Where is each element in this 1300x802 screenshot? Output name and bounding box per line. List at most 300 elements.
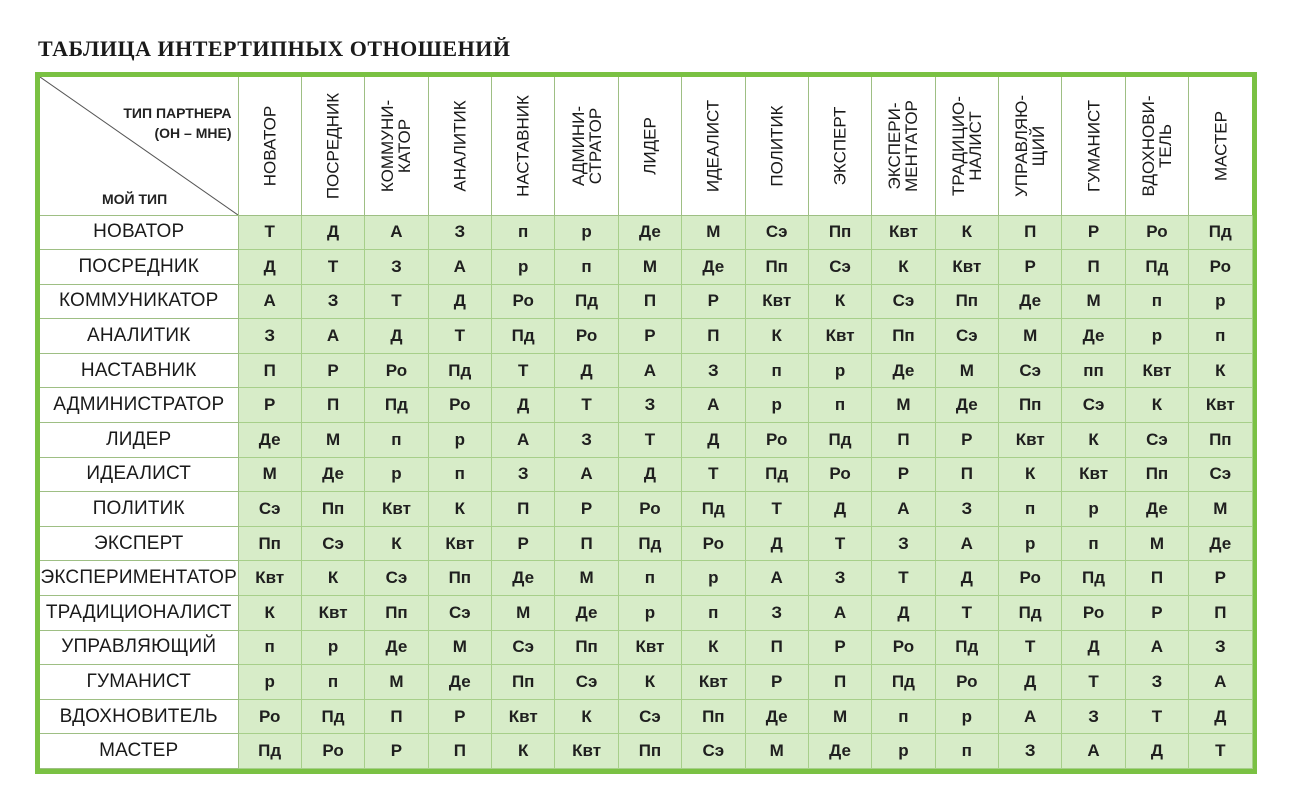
relation-cell: Д [492, 388, 555, 423]
relation-cell: А [745, 561, 808, 596]
relation-cell: З [1189, 630, 1252, 665]
column-header-label: ЭКСПЕРИ- МЕНТАТОР [885, 99, 922, 192]
relation-cell: П [428, 734, 491, 769]
relation-cell: Де [682, 250, 745, 285]
relation-cell: Д [935, 561, 998, 596]
relation-cell: К [618, 665, 681, 700]
relation-cell: Квт [935, 250, 998, 285]
relation-cell: З [1062, 699, 1125, 734]
relation-cell: р [428, 423, 491, 458]
relation-cell: З [428, 215, 491, 250]
relation-cell: А [682, 388, 745, 423]
relation-cell: З [492, 457, 555, 492]
table-row [40, 215, 1252, 250]
relation-cell: Квт [1189, 388, 1252, 423]
column-header-label: ПОЛИТИК [767, 105, 787, 187]
relation-cell: П [492, 492, 555, 527]
relation-cell: Сэ [555, 665, 618, 700]
relation-cell: п [808, 388, 871, 423]
relation-cell: Сэ [301, 526, 364, 561]
relation-cell: А [365, 215, 428, 250]
table-row [40, 423, 1252, 458]
relation-cell: Де [999, 284, 1062, 319]
relation-cell: Пд [872, 665, 935, 700]
relation-cell: Д [1062, 630, 1125, 665]
column-header-label: ВДОХНОВИ- ТЕЛЬ [1138, 95, 1175, 197]
column-header-label: ПОСРЕДНИК [323, 92, 343, 199]
relation-cell: Т [935, 596, 998, 631]
relation-cell: Пп [301, 492, 364, 527]
relation-cell: Т [428, 319, 491, 354]
column-header [808, 77, 871, 215]
table-body [40, 215, 1252, 769]
relation-cell: Р [872, 457, 935, 492]
relation-cell: Ро [238, 699, 301, 734]
relation-cell: Пп [428, 561, 491, 596]
relation-cell: А [428, 250, 491, 285]
relation-cell: Т [808, 526, 871, 561]
relation-cell: Де [745, 699, 808, 734]
relation-cell: Квт [365, 492, 428, 527]
relation-cell: М [238, 457, 301, 492]
relation-cell: К [301, 561, 364, 596]
row-header: ЭКСПЕРИМЕНТАТОР [40, 561, 238, 596]
table-row [40, 734, 1252, 769]
column-header-label: УПРАВЛЯЮ- ЩИЙ [1012, 94, 1049, 197]
relation-cell: З [808, 561, 871, 596]
relation-cell: А [301, 319, 364, 354]
column-header [238, 77, 301, 215]
relation-cell: К [555, 699, 618, 734]
relation-cell: З [999, 734, 1062, 769]
relation-cell: Сэ [682, 734, 745, 769]
relation-cell: Сэ [1062, 388, 1125, 423]
relation-cell: п [365, 423, 428, 458]
relation-cell: К [872, 250, 935, 285]
relation-cell: Пп [1125, 457, 1188, 492]
relation-cell: Д [999, 665, 1062, 700]
column-header-label: ГУМАНИСТ [1084, 99, 1104, 192]
table-row [40, 596, 1252, 631]
relation-cell: К [1125, 388, 1188, 423]
relation-cell: Д [618, 457, 681, 492]
relation-cell: Пп [808, 215, 871, 250]
relation-cell: Р [301, 353, 364, 388]
relation-cell: Д [428, 284, 491, 319]
relation-cell: З [682, 353, 745, 388]
relation-cell: Ро [492, 284, 555, 319]
relation-cell: Р [935, 423, 998, 458]
relation-cell: Де [365, 630, 428, 665]
relation-cell: А [618, 353, 681, 388]
relation-cell: Пд [1189, 215, 1252, 250]
table-row [40, 630, 1252, 665]
relation-cell: Д [555, 353, 618, 388]
relation-cell: Сэ [492, 630, 555, 665]
relation-cell: К [808, 284, 871, 319]
relation-cell: Квт [301, 596, 364, 631]
relation-cell: Квт [555, 734, 618, 769]
relation-cell: Ро [808, 457, 871, 492]
column-header-label: ЭКСПЕРТ [830, 106, 850, 186]
partner-type-label-line2: (ОН – МНЕ) [154, 125, 232, 141]
table-row [40, 526, 1252, 561]
relation-cell: М [301, 423, 364, 458]
relation-cell: А [238, 284, 301, 319]
relation-cell: Сэ [935, 319, 998, 354]
relation-cell: П [365, 699, 428, 734]
relation-cell: п [618, 561, 681, 596]
relation-cell: Р [238, 388, 301, 423]
relation-cell: Де [1189, 526, 1252, 561]
relation-cell: Ро [555, 319, 618, 354]
relation-cell: Ро [1062, 596, 1125, 631]
relation-cell: п [1189, 319, 1252, 354]
relation-cell: Квт [682, 665, 745, 700]
relation-cell: М [428, 630, 491, 665]
column-header-label: ТРАДИЦИО- НАЛИСТ [948, 95, 985, 196]
relation-cell: А [872, 492, 935, 527]
relation-cell: А [935, 526, 998, 561]
relation-cell: Пп [618, 734, 681, 769]
relation-cell: Пп [872, 319, 935, 354]
relation-cell: М [745, 734, 808, 769]
relation-cell: Р [555, 492, 618, 527]
relation-cell: З [618, 388, 681, 423]
relation-cell: Квт [872, 215, 935, 250]
column-header-label: НОВАТОР [260, 105, 280, 186]
row-header: ВДОХНОВИТЕЛЬ [40, 699, 238, 734]
table-row [40, 699, 1252, 734]
relation-cell: Р [1062, 215, 1125, 250]
table-row [40, 561, 1252, 596]
header-row [40, 77, 1252, 215]
my-type-label: МОЙ ТИП [102, 190, 168, 207]
relation-cell: Сэ [238, 492, 301, 527]
relation-cell: р [555, 215, 618, 250]
relation-cell: Ро [999, 561, 1062, 596]
relation-cell: К [1189, 353, 1252, 388]
column-header [935, 77, 998, 215]
relation-cell: п [555, 250, 618, 285]
relation-cell: А [555, 457, 618, 492]
relations-table [40, 77, 1253, 769]
row-header: ПОСРЕДНИК [40, 250, 238, 285]
relation-cell: Квт [238, 561, 301, 596]
relation-cell: п [428, 457, 491, 492]
relation-cell: Де [935, 388, 998, 423]
relation-cell: Д [301, 215, 364, 250]
relation-cell: З [935, 492, 998, 527]
relation-cell: п [935, 734, 998, 769]
column-header [555, 77, 618, 215]
relation-cell: п [238, 630, 301, 665]
row-header: УПРАВЛЯЮЩИЙ [40, 630, 238, 665]
relation-cell: А [808, 596, 871, 631]
relation-cell: р [999, 526, 1062, 561]
table-row [40, 319, 1252, 354]
relation-cell: Т [872, 561, 935, 596]
relation-cell: Пд [555, 284, 618, 319]
relation-cell: Д [1189, 699, 1252, 734]
relation-cell: р [682, 561, 745, 596]
relation-cell: З [365, 250, 428, 285]
relation-cell: Квт [1125, 353, 1188, 388]
relation-cell: Де [618, 215, 681, 250]
relation-cell: Квт [618, 630, 681, 665]
relation-cell: П [808, 665, 871, 700]
column-header-label: НАСТАВНИК [513, 94, 533, 197]
relation-cell: П [872, 423, 935, 458]
relation-cell: Пд [238, 734, 301, 769]
relation-cell: Пд [808, 423, 871, 458]
relation-cell: М [365, 665, 428, 700]
relation-cell: р [1062, 492, 1125, 527]
row-header: ПОЛИТИК [40, 492, 238, 527]
relation-cell: М [999, 319, 1062, 354]
table-row [40, 250, 1252, 285]
relation-cell: Р [1189, 561, 1252, 596]
relation-cell: Де [1125, 492, 1188, 527]
column-header-label: ИДЕАЛИСТ [703, 99, 723, 192]
row-header: ГУМАНИСТ [40, 665, 238, 700]
relation-cell: М [808, 699, 871, 734]
relation-cell: П [238, 353, 301, 388]
relation-cell: К [365, 526, 428, 561]
relation-cell: п [1062, 526, 1125, 561]
relation-cell: Сэ [428, 596, 491, 631]
relation-cell: К [1062, 423, 1125, 458]
relation-cell: Ро [745, 423, 808, 458]
relation-cell: Де [872, 353, 935, 388]
relation-cell: Сэ [872, 284, 935, 319]
relation-cell: пп [1062, 353, 1125, 388]
relation-cell: Пд [935, 630, 998, 665]
relation-cell: п [745, 353, 808, 388]
relation-cell: П [682, 319, 745, 354]
relation-cell: М [872, 388, 935, 423]
row-header: ЭКСПЕРТ [40, 526, 238, 561]
relation-cell: Д [745, 526, 808, 561]
relation-cell: п [872, 699, 935, 734]
relation-cell: М [682, 215, 745, 250]
relation-cell: З [238, 319, 301, 354]
row-header: ЛИДЕР [40, 423, 238, 458]
column-header [745, 77, 808, 215]
relation-cell: Р [999, 250, 1062, 285]
table-row [40, 492, 1252, 527]
table-row [40, 284, 1252, 319]
relation-cell: Сэ [1189, 457, 1252, 492]
relation-cell: Ро [428, 388, 491, 423]
relation-cell: Д [365, 319, 428, 354]
column-header-label: ЛИДЕР [640, 116, 660, 175]
column-header [682, 77, 745, 215]
column-header [872, 77, 935, 215]
relation-cell: Д [1125, 734, 1188, 769]
relation-cell: М [1125, 526, 1188, 561]
relation-cell: Ро [618, 492, 681, 527]
relation-cell: Ро [1125, 215, 1188, 250]
column-header-label: МАСТЕР [1211, 110, 1231, 181]
relation-cell: р [492, 250, 555, 285]
relation-cell: Де [492, 561, 555, 596]
relation-cell: Пд [428, 353, 491, 388]
relation-cell: К [999, 457, 1062, 492]
relation-cell: Р [808, 630, 871, 665]
relation-cell: А [999, 699, 1062, 734]
column-header-label: АНАЛИТИК [450, 100, 470, 192]
relation-cell: Де [428, 665, 491, 700]
relation-cell: Р [492, 526, 555, 561]
relation-cell: Д [872, 596, 935, 631]
column-header [1062, 77, 1125, 215]
relation-cell: Квт [428, 526, 491, 561]
relation-cell: П [999, 215, 1062, 250]
relation-cell: Ро [365, 353, 428, 388]
relation-cell: р [745, 388, 808, 423]
table-row [40, 353, 1252, 388]
relation-cell: З [555, 423, 618, 458]
relation-cell: Д [808, 492, 871, 527]
relation-cell: Сэ [999, 353, 1062, 388]
relation-cell: К [682, 630, 745, 665]
relation-cell: Де [1062, 319, 1125, 354]
relation-cell: Пд [1125, 250, 1188, 285]
relation-cell: Т [301, 250, 364, 285]
column-header [301, 77, 364, 215]
relation-cell: Пд [1062, 561, 1125, 596]
relation-cell: р [365, 457, 428, 492]
relation-cell: Пп [999, 388, 1062, 423]
table-row [40, 665, 1252, 700]
relation-cell: Т [745, 492, 808, 527]
relation-cell: К [745, 319, 808, 354]
relation-cell: Квт [492, 699, 555, 734]
column-header-label: АДМИНИ- СТРАТОР [568, 105, 605, 186]
relation-cell: Ро [682, 526, 745, 561]
relation-cell: М [1189, 492, 1252, 527]
row-header: НОВАТОР [40, 215, 238, 250]
row-header: АНАЛИТИК [40, 319, 238, 354]
relation-cell: р [238, 665, 301, 700]
relation-cell: р [808, 353, 871, 388]
relation-cell: М [555, 561, 618, 596]
relation-cell: Т [365, 284, 428, 319]
relation-cell: п [999, 492, 1062, 527]
relation-cell: Сэ [745, 215, 808, 250]
relation-cell: Пд [682, 492, 745, 527]
relation-cell: Пп [682, 699, 745, 734]
partner-type-label [123, 103, 231, 143]
relation-cell: р [1189, 284, 1252, 319]
relation-cell: Пд [618, 526, 681, 561]
relations-table-frame [35, 72, 1257, 774]
relation-cell: Т [238, 215, 301, 250]
relation-cell: Квт [745, 284, 808, 319]
relation-cell: Сэ [1125, 423, 1188, 458]
relation-cell: п [682, 596, 745, 631]
relation-cell: Пп [745, 250, 808, 285]
relation-cell: Пд [365, 388, 428, 423]
page-title: ТАБЛИЦА ИНТЕРТИПНЫХ ОТНОШЕНИЙ [38, 36, 511, 61]
relation-cell: Т [682, 457, 745, 492]
relation-cell: Пп [238, 526, 301, 561]
relation-cell: К [935, 215, 998, 250]
relation-cell: Пд [301, 699, 364, 734]
relation-cell: К [238, 596, 301, 631]
relation-cell: А [1062, 734, 1125, 769]
relation-cell: Т [1189, 734, 1252, 769]
relation-cell: Т [1125, 699, 1188, 734]
relation-cell: р [618, 596, 681, 631]
relation-cell: р [301, 630, 364, 665]
row-header: ИДЕАЛИСТ [40, 457, 238, 492]
row-header: МАСТЕР [40, 734, 238, 769]
relation-cell: Пп [365, 596, 428, 631]
relation-cell: П [1125, 561, 1188, 596]
relation-cell: Квт [1062, 457, 1125, 492]
relation-cell: Р [745, 665, 808, 700]
relation-cell: р [935, 699, 998, 734]
relation-cell: Ро [1189, 250, 1252, 285]
relation-cell: п [492, 215, 555, 250]
relation-cell: П [618, 284, 681, 319]
relation-cell: А [1125, 630, 1188, 665]
relation-cell: Ро [872, 630, 935, 665]
relation-cell: Р [428, 699, 491, 734]
partner-type-label-line1: ТИП ПАРТНЕРА [123, 105, 232, 121]
relation-cell: П [935, 457, 998, 492]
relation-cell: П [1189, 596, 1252, 631]
relation-cell: Пд [745, 457, 808, 492]
relation-cell: р [1125, 319, 1188, 354]
relation-cell: Де [238, 423, 301, 458]
corner-cell [40, 77, 238, 215]
column-header [365, 77, 428, 215]
relation-cell: М [935, 353, 998, 388]
relation-cell: Сэ [618, 699, 681, 734]
relation-cell: Квт [808, 319, 871, 354]
relation-cell: Пп [1189, 423, 1252, 458]
relation-cell: З [301, 284, 364, 319]
relation-cell: А [492, 423, 555, 458]
relation-cell: Т [555, 388, 618, 423]
relation-cell: Т [492, 353, 555, 388]
column-header [999, 77, 1062, 215]
relation-cell: Пд [492, 319, 555, 354]
relation-cell: Д [238, 250, 301, 285]
relation-cell: Сэ [808, 250, 871, 285]
relation-cell: п [1125, 284, 1188, 319]
relation-cell: Де [808, 734, 871, 769]
relation-cell: Пп [492, 665, 555, 700]
relation-cell: П [1062, 250, 1125, 285]
column-header [1125, 77, 1188, 215]
relation-cell: М [1062, 284, 1125, 319]
column-header [1189, 77, 1252, 215]
relation-cell: Квт [999, 423, 1062, 458]
row-header: АДМИНИСТРАТОР [40, 388, 238, 423]
row-header: ТРАДИЦИОНАЛИСТ [40, 596, 238, 631]
table-row [40, 388, 1252, 423]
relation-cell: р [872, 734, 935, 769]
column-header [618, 77, 681, 215]
column-header-label: КОММУНИ- КАТОР [378, 99, 415, 192]
relation-cell: п [301, 665, 364, 700]
relation-cell: Р [618, 319, 681, 354]
relation-cell: Де [555, 596, 618, 631]
